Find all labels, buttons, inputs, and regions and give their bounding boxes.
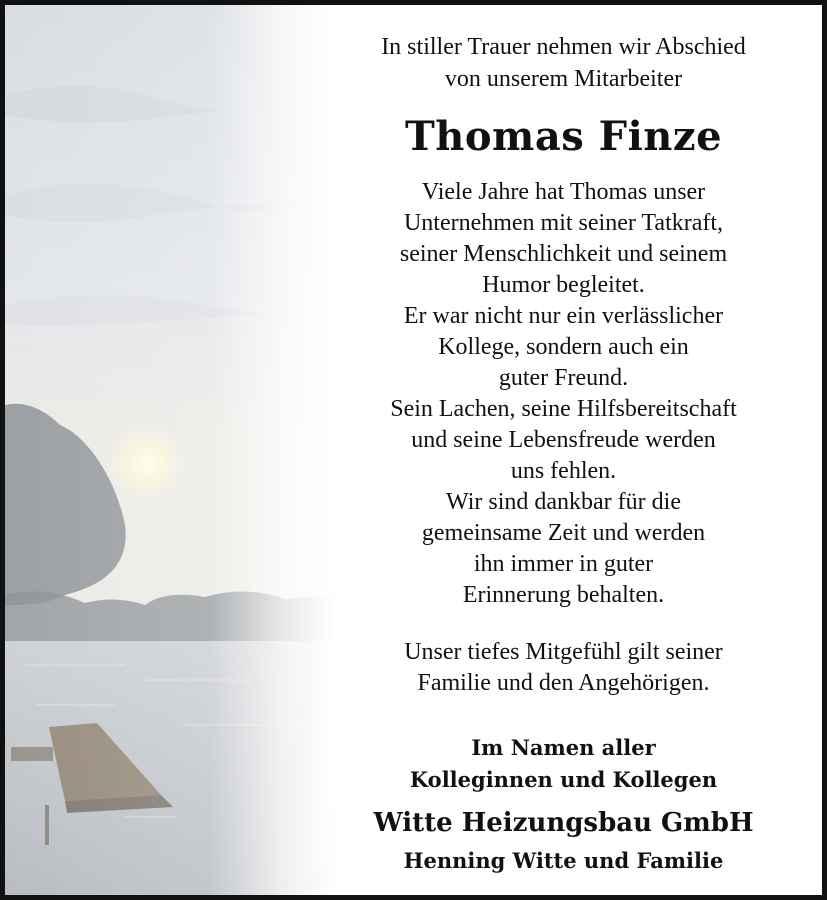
condolence-line: Unser tiefes Mitgefühl gilt seiner [404,639,723,665]
tribute-line: Unternehmen mit seiner Tatkraft, [403,210,724,236]
family-signature: Henning Witte und Familie [403,848,724,873]
tribute-line: Er war nicht nur ein verlässlicher [403,303,724,329]
tribute-line: Wir sind dankbar für die [446,489,681,515]
condolence-text [295,637,827,699]
tribute-line: gemeinsame Zeit und werden [421,520,706,546]
condolence-line: Familie und den Angehörigen. [417,670,710,696]
tribute-line: uns fehlen. [510,458,617,484]
tribute-line: seiner Menschlichkeit und seinem [399,241,728,267]
tribute-line: Viele Jahre hat Thomas unser [421,179,706,205]
tribute-line: und seine Lebensfreude werden [411,427,716,453]
intro-text [295,31,827,95]
on-behalf-line: Kolleginnen und Kollegen [409,767,718,792]
intro-line: In stiller Trauer nehmen wir Abschied [381,34,746,60]
company-name: Witte Heizungsbau GmbH [373,808,754,838]
tribute-line: Humor begleitet. [482,272,645,298]
tribute-line: Kollege, sondern auch ein [438,334,689,360]
tribute-line: Erinnerung behalten. [462,582,665,608]
lake-sunset-photo [5,5,335,895]
deceased-name: Thomas Finze [404,113,723,160]
on-behalf-text [295,732,827,796]
intro-line: von unserem Mitarbeiter [444,66,683,92]
on-behalf-line: Im Namen aller [471,735,656,760]
tribute-line: ihn immer in guter [473,551,654,577]
tribute-line: guter Freund. [498,365,629,391]
tribute-line: Sein Lachen, seine Hilfsbereitschaft [390,396,737,422]
tribute-text [295,177,827,611]
